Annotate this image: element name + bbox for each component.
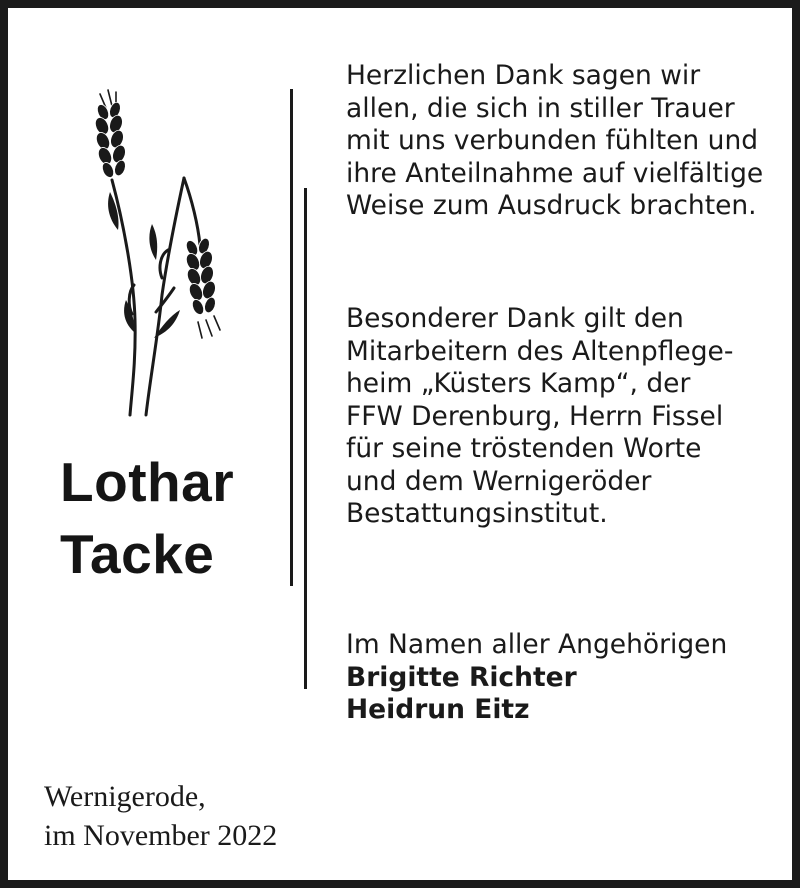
signature-block [346, 629, 727, 727]
deceased-first-name: Lothar [60, 451, 235, 513]
thanks-paragraph [346, 60, 763, 223]
text-line: Herzlichen Dank sagen wir [346, 60, 701, 91]
text-line: und dem Wernigeröder [346, 465, 652, 497]
signatory-name: Heidrun Eitz [346, 694, 530, 725]
date: im November 2022 [44, 819, 278, 852]
text-line: FFW Derenburg, Herrn Fissel [346, 400, 724, 432]
text-line: mit uns verbunden fühlten und [346, 125, 759, 156]
signature-intro: Im Namen aller Angehörigen [346, 629, 728, 660]
text-line: Weise zum Ausdruck brachten. [346, 190, 757, 221]
text-line: heim „Küsters Kamp“, der [346, 368, 691, 399]
wheat-ears-icon [72, 80, 242, 425]
text-line: Mitarbeitern des Altenpflege- [346, 335, 734, 367]
place: Wernigerode, [44, 780, 206, 813]
special-thanks-paragraph [346, 303, 733, 531]
divider-left [290, 89, 293, 586]
place-and-date [44, 777, 277, 855]
text-line: ihre Anteilnahme auf vielfältige [346, 157, 764, 189]
signatory-name: Brigitte Richter [346, 661, 577, 693]
text-line: allen, die sich in stiller Trauer [346, 92, 735, 124]
text-line: Bestattungsinstitut. [346, 498, 608, 529]
divider-right [304, 188, 307, 689]
text-line: für seine tröstenden Worte [346, 433, 702, 464]
text-line: Besonderer Dank gilt den [346, 303, 684, 334]
deceased-last-name: Tacke [60, 523, 215, 585]
